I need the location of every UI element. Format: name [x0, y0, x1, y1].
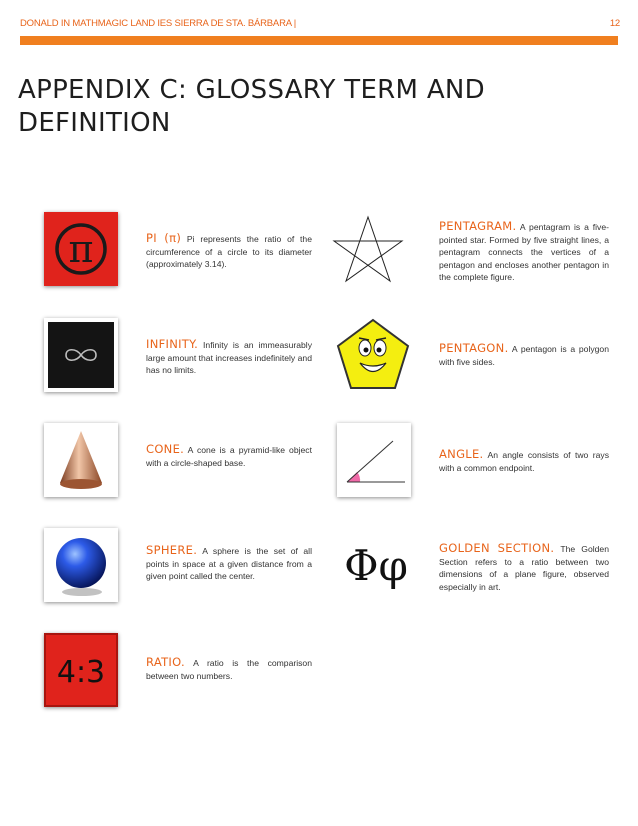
title-line-2: DEFINITION: [18, 108, 171, 138]
term-pentagon: PENTAGON.: [439, 341, 509, 355]
definition-golden-section: The Golden Section refers to a ratio between two dimensions of a plane figure, observed especially in art.: [439, 544, 609, 592]
definition-sphere: A sphere is the set of all points in space at a given distance from a given point called the center.: [146, 546, 312, 582]
angle-image: [337, 423, 411, 497]
phi-icon: [336, 528, 416, 604]
term-ratio: RATIO.: [146, 655, 185, 669]
phi-label: Φφ: [344, 541, 408, 590]
term-golden-section: GOLDEN SECTION.: [439, 541, 555, 555]
definition-infinity: Infinity is an immeasurably large amount that increases indefinitely and has no limits.: [146, 340, 312, 376]
definition-pentagon: A pentagon is a polygon with five sides.: [439, 344, 609, 367]
ratio-image: [44, 633, 118, 707]
definition-cone: A cone is a pyramid-like object with a circle-shaped base.: [146, 445, 312, 468]
angle-icon: [337, 423, 411, 497]
infinity-image: [44, 318, 118, 392]
term-pi: PI (π): [146, 231, 182, 245]
ratio-label: 4:3: [56, 655, 106, 690]
infinity-icon: [44, 318, 118, 392]
entry-pi: [146, 232, 312, 271]
page-number: 12: [609, 18, 620, 29]
entry-sphere: [146, 544, 312, 583]
term-pentagram: PENTAGRAM.: [439, 219, 517, 233]
pentagram-icon: [330, 213, 406, 285]
sphere-image: [44, 528, 118, 602]
entry-golden-section: [439, 542, 609, 593]
running-header: [20, 18, 620, 32]
page-title: [18, 74, 538, 140]
term-infinity: INFINITY.: [146, 337, 199, 351]
ratio-icon: [46, 635, 116, 705]
cone-icon: [44, 423, 118, 497]
pentagon-icon: [334, 316, 412, 392]
title-line-1: APPENDIX C: GLOSSARY TERM AND: [18, 75, 485, 105]
definition-angle: An angle consists of two rays with a common endpoint.: [439, 450, 610, 473]
definition-pi: Pi represents the ratio of the circumference of a circle to its diameter (approximately 3.14).: [146, 234, 312, 270]
pi-symbol: π: [68, 227, 94, 271]
entry-pentagram: [439, 220, 609, 284]
term-cone: CONE.: [146, 442, 185, 456]
term-sphere: SPHERE.: [146, 543, 198, 557]
cone-image: [44, 423, 118, 497]
entry-ratio: [146, 656, 312, 682]
header-text: DONALD IN MATHMAGIC LAND IES SIERRA DE STA. BÁRBARA |: [20, 18, 297, 29]
definition-ratio: A ratio is the comparison between two numbers.: [146, 658, 312, 681]
pi-icon: [44, 212, 118, 286]
entry-cone: [146, 443, 312, 469]
entry-pentagon: [439, 342, 609, 368]
entry-infinity: [146, 338, 312, 377]
header-rule: [20, 36, 618, 45]
entry-angle: [439, 448, 609, 474]
definition-pentagram: A pentagram is a five-pointed star. Formed by five straight lines, a pentagram connects the vertices of a pentagon and encloses another pentagon in the complete figure.: [439, 222, 609, 283]
term-angle: ANGLE.: [439, 447, 484, 461]
pi-image: [44, 212, 118, 286]
sphere-icon: [44, 528, 118, 602]
